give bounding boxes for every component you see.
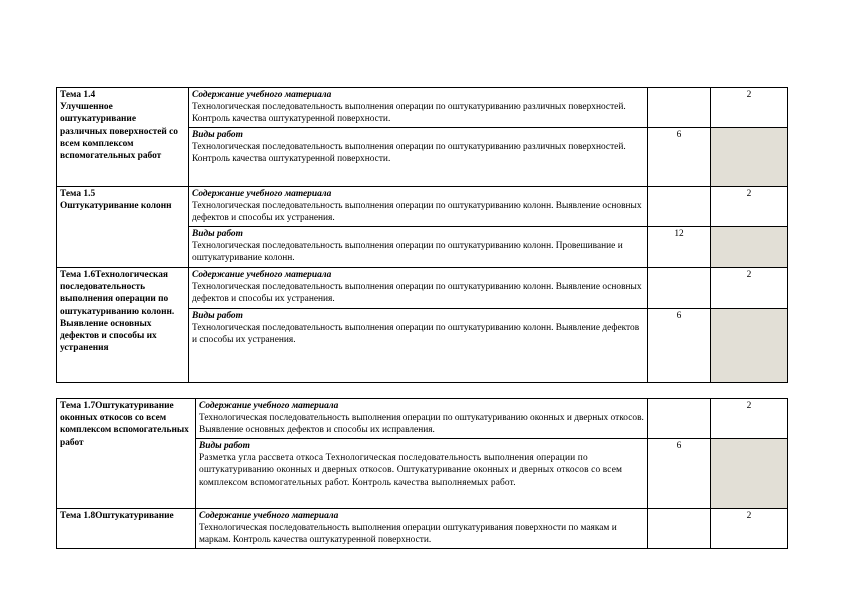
work-cell (189, 309, 648, 383)
content-text: Технологическая последовательность выполнения операции по оштукатуриванию колонн. Выявление основных дефектов и способы их устранения. (192, 282, 642, 305)
content-header: Содержание учебного материала (192, 189, 332, 199)
table-row (57, 88, 788, 128)
curriculum-table-2 (56, 398, 788, 549)
level-cell: 2 (711, 187, 788, 227)
work-header: Виды работ (192, 311, 243, 321)
content-header: Содержание учебного материала (192, 270, 332, 280)
work-text: Технологическая последовательность выполнения операции по оштукатуриванию колонн. Провешивание и оштукатуривание колонн. (192, 241, 623, 264)
level-cell: 2 (711, 88, 788, 128)
content-header: Содержание учебного материала (192, 90, 332, 100)
topic-cell (57, 399, 196, 509)
shaded-cell (711, 309, 788, 383)
work-header: Виды работ (192, 130, 243, 140)
work-cell (189, 128, 648, 187)
topic-title: Тема 1.6Технологическая последовательность выполнения операции по оштукатуриванию колонн. Выявление основных дефектов и способы их устранения (60, 270, 175, 354)
work-header: Виды работ (192, 229, 243, 239)
content-header: Содержание учебного материала (199, 511, 339, 521)
content-text: Технологическая последовательность выполнения операции по оштукатуриванию колонн. Выявление основных дефектов и способы их устранения. (192, 201, 642, 224)
hours-cell: 6 (648, 128, 711, 187)
content-text: Технологическая последовательность выполнения операции оштукатуривания поверхности по маякам и маркам. Контроль качества оштукатуренной поверхности. (199, 523, 617, 546)
hours-cell (648, 399, 711, 439)
work-cell (196, 439, 648, 509)
table-row (57, 399, 788, 439)
topic-cell (57, 268, 189, 383)
table-row (57, 187, 788, 227)
topic-cell (57, 88, 189, 187)
table-row (57, 268, 788, 309)
hours-cell (648, 509, 711, 549)
work-cell (189, 227, 648, 268)
topic-title: Тема 1.8Оштукатуривание (60, 511, 174, 521)
table-row (57, 509, 788, 549)
level-cell: 2 (711, 509, 788, 549)
hours-cell (648, 268, 711, 309)
topic-title: Тема 1.5 Оштукатуривание колонн (60, 189, 172, 212)
content-cell (196, 509, 648, 549)
level-cell: 2 (711, 399, 788, 439)
content-cell (189, 268, 648, 309)
hours-cell: 6 (648, 439, 711, 509)
content-cell (196, 399, 648, 439)
work-header: Виды работ (199, 441, 250, 451)
work-text: Технологическая последовательность выполнения операции по оштукатуриванию колонн. Выявление дефектов и способы их устранения. (192, 323, 640, 346)
content-cell (189, 88, 648, 128)
hours-cell (648, 88, 711, 128)
content-header: Содержание учебного материала (199, 401, 339, 411)
level-cell: 2 (711, 268, 788, 309)
topic-title: Тема 1.4 Улучшенное оштукатуривание различных поверхностей со всем комплексом вспомогательных работ (60, 90, 178, 162)
shaded-cell (711, 439, 788, 509)
shaded-cell (711, 227, 788, 268)
content-cell (189, 187, 648, 227)
work-text: Технологическая последовательность выполнения операции по оштукатуриванию различных поверхностей. Контроль качества оштукатуренной поверхности. (192, 142, 626, 165)
hours-cell: 6 (648, 309, 711, 383)
hours-cell (648, 187, 711, 227)
hours-cell: 12 (648, 227, 711, 268)
work-text: Разметка угла рассвета откоса Технологическая последовательность выполнения операции по оштукатуриванию оконных и дверных откосов. Оштукатуривание оконных и дверных откосов со всем комплексом вспомогательных работ. Контроль качества выполняемых работ. (199, 453, 623, 488)
shaded-cell (711, 128, 788, 187)
topic-title: Тема 1.7Оштукатуривание оконных откосов со всем комплексом вспомогательных работ (60, 401, 189, 448)
topic-cell (57, 187, 189, 268)
topic-cell (57, 509, 196, 549)
content-text: Технологическая последовательность выполнения операции по оштукатуриванию различных поверхностей. Контроль качества оштукатуренной поверхности. (192, 102, 626, 125)
curriculum-table-1 (56, 87, 788, 383)
content-text: Технологическая последовательность выполнения операции по оштукатуриванию оконных и дверных откосов. Выявление основных дефектов и способы их исправления. (199, 413, 644, 436)
